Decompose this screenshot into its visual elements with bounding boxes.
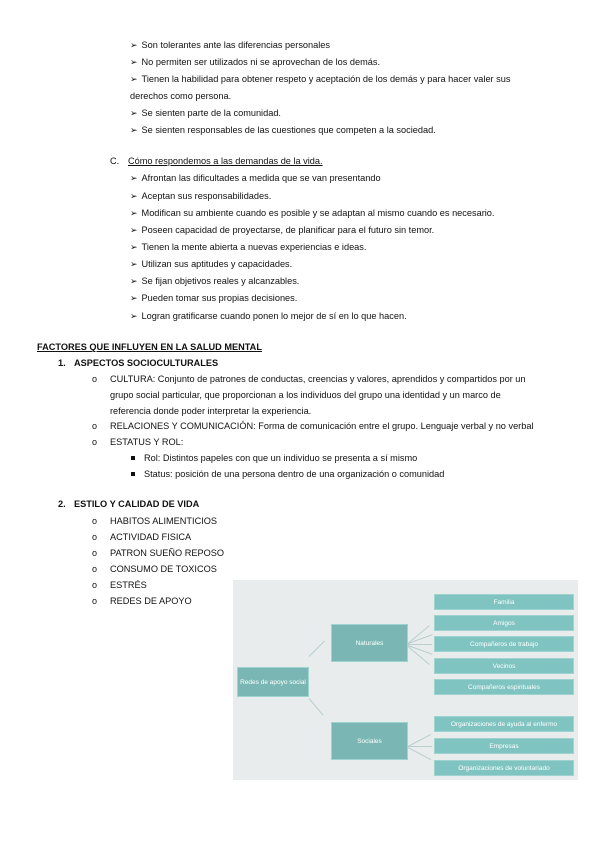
arrow-icon: ➢ [130, 311, 138, 321]
list-item [130, 190, 271, 202]
arrow-icon: ➢ [130, 242, 138, 252]
arrow-icon: ➢ [130, 191, 138, 201]
list-item-text: Pueden tomar sus propias decisiones. [141, 293, 298, 303]
list-item [130, 124, 436, 136]
estilo-title: ESTILO Y CALIDAD DE VIDA [74, 499, 200, 509]
cultura-line-1: CULTURA: Conjunto de patrones de conductas, creencias y valores, aprendidos y compartidos por un [110, 374, 526, 384]
connector-line [309, 641, 325, 657]
list-item: PATRON SUEÑO REPOSO [110, 548, 225, 558]
diagram-leaf-node: Compañeros espirituales [434, 679, 574, 695]
diagram-leaf-node: Compañeros de trabajo [434, 636, 574, 652]
diagram-root-node: Redes de apoyo social [237, 667, 309, 697]
arrow-icon: ➢ [130, 74, 138, 84]
diagram-naturales-node: Naturales [331, 624, 408, 662]
list-item [130, 241, 366, 253]
estatus-text: ESTATUS Y ROL: [110, 437, 184, 447]
list-item-continuation: derechos como persona. [130, 91, 232, 101]
diagram-sociales-node: Sociales [331, 722, 408, 760]
arrow-icon: ➢ [130, 225, 138, 235]
circle-bullet-icon: o [92, 374, 98, 384]
arrow-icon: ➢ [130, 40, 138, 50]
section-c-title: Cómo respondemos a las demandas de la vida. [128, 156, 323, 166]
list-item: CONSUMO DE TOXICOS [110, 564, 217, 574]
arrow-icon: ➢ [130, 208, 138, 218]
list-item [130, 224, 434, 236]
arrow-icon: ➢ [130, 259, 138, 269]
diagram-leaf-node: Empresas [434, 738, 574, 754]
list-item [130, 292, 297, 304]
circle-bullet-icon: o [92, 421, 98, 431]
list-item-text: Modifican su ambiente cuando es posible y se adaptan al mismo cuando es necesario. [141, 208, 495, 218]
list-item [130, 258, 292, 270]
list-item-text: Poseen capacidad de proyectarse, de planificar para el futuro sin temor. [141, 225, 435, 235]
connector-line [408, 644, 432, 645]
list-item-text: Tienen la mente abierta a nuevas experiencias e ideas. [141, 242, 367, 252]
relaciones-text: RELACIONES Y COMUNICACIÓN: Forma de comunicación entre el grupo. Lenguaje verbal y no verbal [110, 421, 534, 431]
circle-bullet-icon: o [92, 437, 98, 447]
circle-bullet-icon: o [92, 580, 98, 590]
circle-bullet-icon: o [92, 516, 98, 526]
list-item [130, 39, 330, 51]
list-item-text: No permiten ser utilizados ni se aprovechan de los demás. [141, 57, 381, 67]
list-item-text: Se fijan objetivos reales y alcanzables. [141, 276, 300, 286]
list-item-text: Aceptan sus responsabilidades. [141, 191, 272, 201]
diagram-leaf-node: Familia [434, 594, 574, 610]
connector-line [408, 734, 431, 747]
diagram-leaf-node: Organizaciones de voluntariado [434, 760, 574, 776]
list-item [130, 73, 510, 85]
diagram-leaf-node: Amigos [434, 615, 574, 631]
list-item-text: Tienen la habilidad para obtener respeto y aceptación de los demás y para hacer valer sus [141, 74, 511, 84]
cultura-line-2: grupo social particular, que proporcionan a los individuos del grupo una identidad y un marco de [110, 390, 501, 400]
arrow-icon: ➢ [130, 276, 138, 286]
factores-heading: FACTORES QUE INFLUYEN EN LA SALUD MENTAL [37, 342, 262, 352]
arrow-icon: ➢ [130, 125, 138, 135]
estilo-number: 2. [58, 499, 66, 509]
list-item-text: Son tolerantes ante las diferencias personales [141, 40, 331, 50]
list-item [130, 172, 381, 184]
cultura-line-3: referencia donde poder interpretar la experiencia. [110, 406, 312, 416]
aspectos-title: ASPECTOS SOCIOCULTURALES [74, 358, 219, 368]
list-item [130, 56, 380, 68]
list-item: ACTIVIDAD FISICA [110, 532, 192, 542]
list-item [130, 275, 299, 287]
list-item: ESTRÉS [110, 580, 147, 590]
circle-bullet-icon: o [92, 532, 98, 542]
rol-text: Rol: Distintos papeles con que un individuo se presenta a sí mismo [144, 453, 418, 463]
list-item-text: Afrontan las dificultades a medida que se van presentando [141, 173, 381, 183]
list-item: HABITOS ALIMENTICIOS [110, 516, 218, 526]
list-item-text: Se sienten responsables de las cuestiones que competen a la sociedad. [141, 125, 436, 135]
circle-bullet-icon: o [92, 548, 98, 558]
list-item [130, 107, 281, 119]
list-item: REDES DE APOYO [110, 596, 192, 606]
connector-line [408, 747, 431, 760]
section-c-letter: C. [110, 156, 120, 166]
arrow-icon: ➢ [130, 293, 138, 303]
square-bullet-icon [131, 472, 135, 476]
arrow-icon: ➢ [130, 57, 138, 67]
list-item [130, 207, 494, 219]
circle-bullet-icon: o [92, 596, 98, 606]
status-text: Status: posición de una persona dentro de una organización o comunidad [144, 469, 445, 479]
diagram-leaf-node: Organizaciones de ayuda al enfermo [434, 716, 574, 732]
connector-line [408, 746, 432, 747]
connector-line [309, 698, 324, 715]
list-item-text: Utilizan sus aptitudes y capacidades. [141, 259, 293, 269]
list-item-text: Se sienten parte de la comunidad. [141, 108, 281, 118]
arrow-icon: ➢ [130, 173, 138, 183]
diagram-leaf-node: Vecinos [434, 658, 574, 674]
aspectos-number: 1. [58, 358, 66, 368]
square-bullet-icon [131, 456, 135, 460]
list-item-text: Logran gratificarse cuando ponen lo mejor de sí en lo que hacen. [141, 311, 407, 321]
circle-bullet-icon: o [92, 564, 98, 574]
arrow-icon: ➢ [130, 108, 138, 118]
support-network-diagram [233, 580, 578, 780]
list-item [130, 310, 407, 322]
